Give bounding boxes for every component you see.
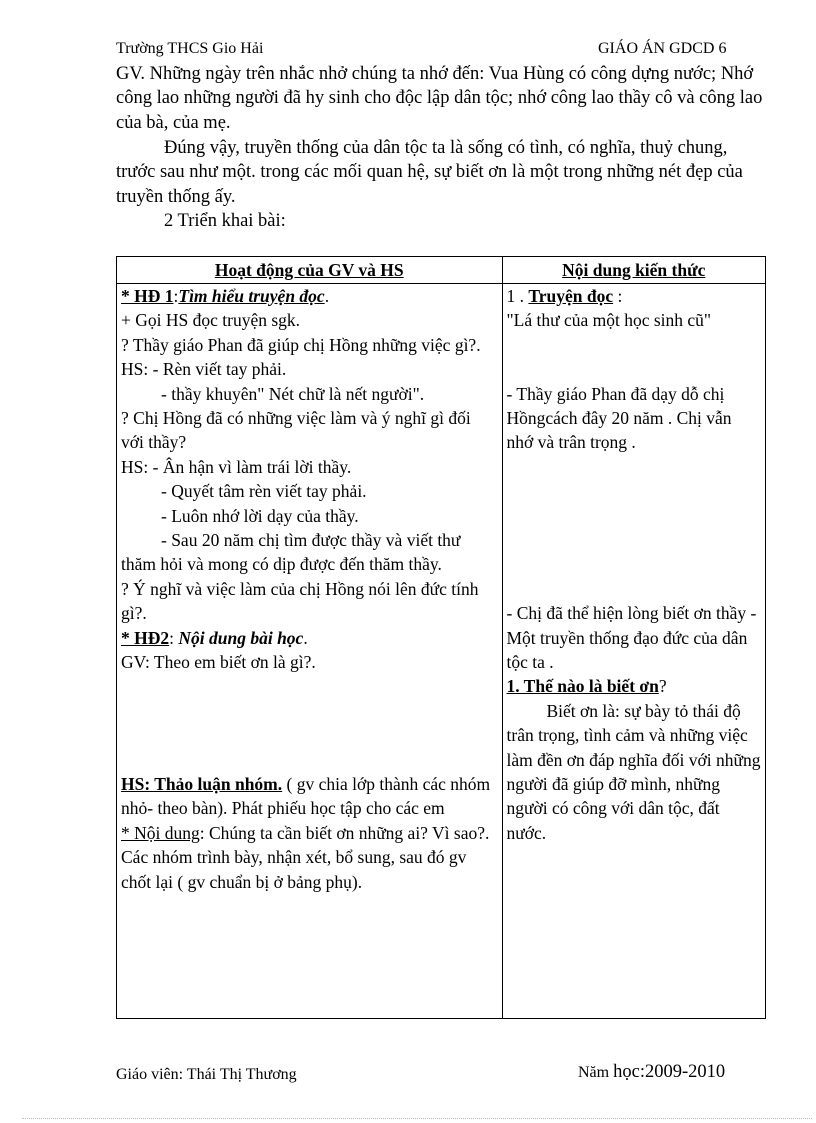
section-biet-on-heading: 1. Thế nào là biết ơn? [506,676,667,697]
intro-paragraph-2: Đúng vậy, truyền thống của dân tộc ta là sống có tình, có nghĩa, thuỷ chung, trước sau như một. trong các mối quan hệ, sự biết ơn là một trong những nét đẹp của truyền thống ấy. [116,138,743,207]
section-truyen-doc-heading: 1 . Truyện đọc : [506,286,623,306]
question-line: ? Thầy giáo Phan đã giúp chị Hồng những việc gì?. [121,334,481,355]
answer-line: HS: - Ân hận vì làm trái lời thầy. [121,456,352,477]
activity-line: Các nhóm trình bày, nhận xét, bổ sung, sau đó gv chốt lại ( gv chuẩn bị ở bảng phụ). [121,847,467,892]
intro-paragraph-1: GV. Những ngày trên nhắc nhở chúng ta nhớ đến: Vua Hùng có công dựng nước; Nhớ công lao những người đã hy sinh cho độc lập dân tộc; nhớ công lao thầy cô và công lao của bà, của mẹ. [116,64,763,133]
footer-teacher: Giáo viên: Thái Thị Thương [116,1066,297,1083]
question-line: ? Ý nghĩ và việc làm của chị Hồng nói lên đức tính gì?. [121,578,479,624]
question-line: ? Chị Hồng đã có những việc làm và ý nghĩ gì đối với thầy? [121,408,471,453]
answer-line: - Luôn nhớ lời dạy của thầy. [161,505,359,526]
hd2-heading: * HĐ2: Nội dung bài học. [121,627,308,648]
col-header-activities: Hoạt động của GV và HS [117,257,503,284]
table-header-row [117,257,766,284]
header-subject: GIÁO ÁN GDCD 6 [598,40,727,57]
activity-line: + Gọi HS đọc truyện sgk. [121,310,301,331]
answer-line: - Quyết tâm rèn viết tay phải. [161,481,367,502]
col-header-content: Nội dung kiến thức [502,257,766,284]
intro-section-heading: 2 Triển khai bài: [164,211,286,231]
activity-line: GV: Theo em biết ơn là gì?. [121,652,316,673]
footer-school-year: Năm học:2009-2010 [578,1062,726,1082]
content-line: "Lá thư của một học sinh cũ" [506,310,712,331]
page-bottom-divider [22,1118,812,1119]
answer-line: HS: - Rèn viết tay phải. [121,359,287,380]
content-cell [502,284,766,1019]
header-school: Trường THCS Gio Hải [116,40,264,57]
activity-line: * Nội dung: Chúng ta cần biết ơn những ai? Vì sao?. [121,822,490,843]
answer-line: - Sau 20 năm chị tìm được thầy và viết thư thăm hỏi và mong có dịp được đến thăm thầy. [121,530,461,575]
lesson-table [116,256,766,1019]
content-line: Biết ơn là: sự bày tỏ thái độ trân trọng, tình cảm và những việc làm đền ơn đáp nghĩa đối với những người đã giúp đỡ mình, những người có công với dân tộc, đất nước. [506,700,761,843]
table-body-row [117,284,766,1019]
content-line: - Chị đã thể hiện lòng biết ơn thầy - Một truyền thống đạo đức của dân tộc ta . [506,603,757,672]
activity-line: HS: Thảo luận nhóm. ( gv chia lớp thành các nhóm nhỏ- theo bàn). Phát phiếu học tập cho các em [121,774,491,819]
activities-cell [117,284,503,1019]
hd1-heading: * HĐ 1:Tìm hiểu truyện đọc. [121,286,330,306]
answer-line: - thầy khuyên" Nét chữ là nết người". [161,383,425,404]
content-line: - Thầy giáo Phan đã dạy dỗ chị Hồngcách đây 20 năm . Chị vẫn nhớ và trân trọng . [506,383,732,453]
